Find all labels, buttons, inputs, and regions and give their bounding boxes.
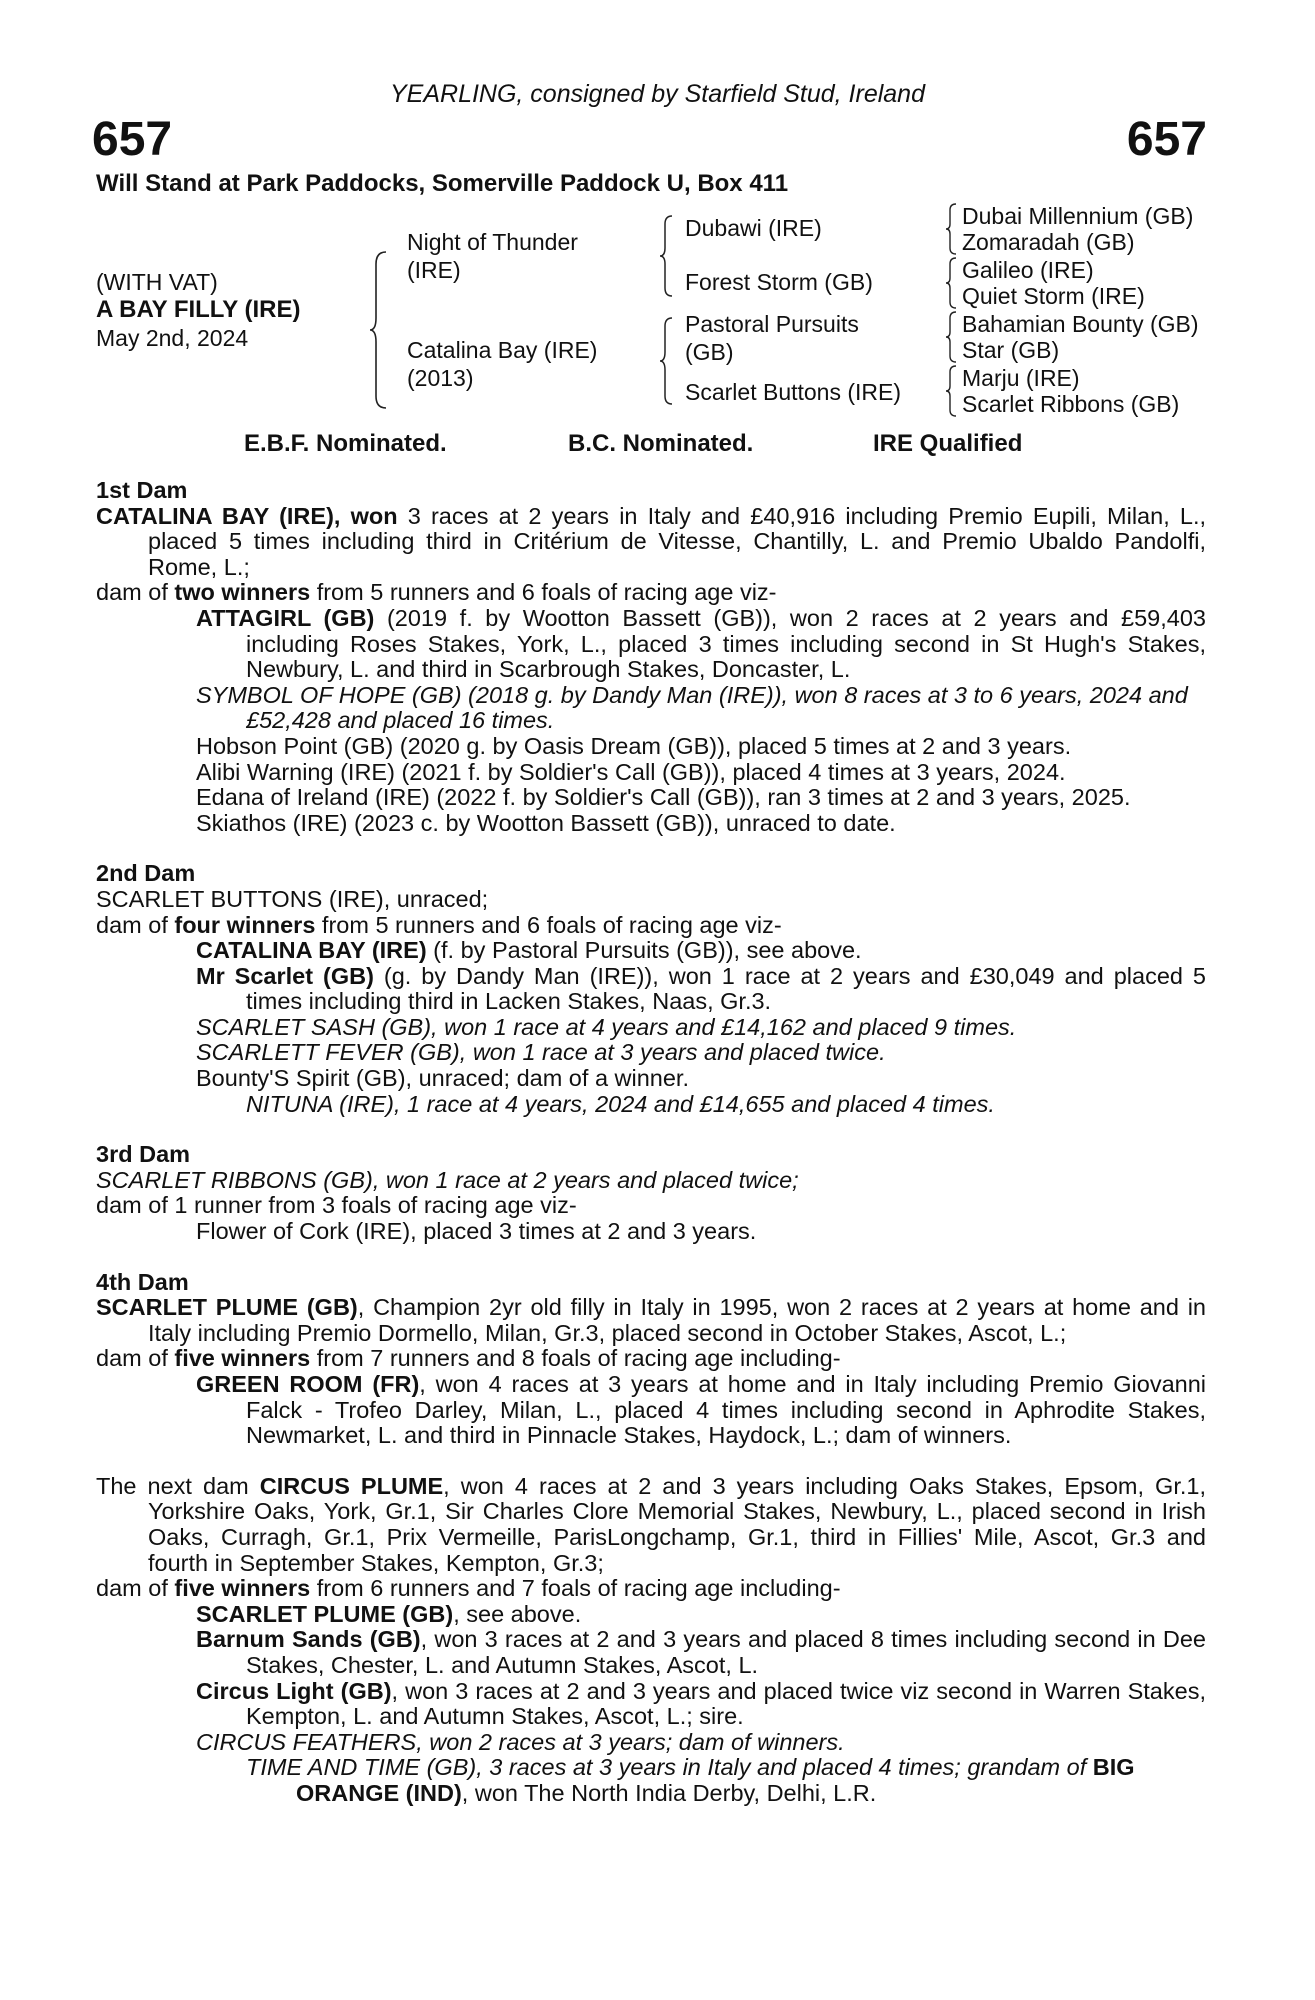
sire-dam: Forest Storm (GB) bbox=[685, 269, 873, 295]
third-dam-record: SCARLET RIBBONS (GB), won 1 race at 2 years and placed twice; bbox=[96, 1166, 799, 1193]
next-dam-grandproduce-1: TIME AND TIME (GB), 3 races at 3 years in Italy and placed 4 times; grandam of BIG ORANGE (IND), won The North India Derby, Delhi, L.R. bbox=[246, 1754, 1135, 1806]
dam-sire-country: (GB) bbox=[685, 339, 734, 365]
first-dam-produce-4: Alibi Warning (IRE) (2021 f. by Soldier's Call (GB)), placed 4 times at 3 years, 2024. bbox=[196, 758, 1066, 785]
catalogue-subtitle: YEARLING, consigned by Starfield Stud, Ireland bbox=[389, 80, 925, 108]
gen3-sss: Dubai Millennium (GB) bbox=[962, 203, 1194, 229]
gen3-sds: Galileo (IRE) bbox=[962, 257, 1094, 283]
sire-country: (IRE) bbox=[407, 257, 461, 283]
first-dam-heading: 1st Dam bbox=[96, 477, 188, 503]
dam-sire-name: Pastoral Pursuits bbox=[685, 311, 859, 337]
first-dam-record: CATALINA BAY (IRE), won 3 races at 2 years in Italy and £40,916 including Premio Eupili, Milan, L., placed 5 times including third in Critérium de Vitesse, Chantilly, L. and Premio Ubaldo Pandolfi, Rome, L.; bbox=[96, 502, 1207, 580]
second-dam-record: SCARLET BUTTONS (IRE), unraced; bbox=[96, 885, 489, 912]
next-dam-produce-2: Barnum Sands (GB), won 3 races at 2 and 3 years and placed 8 times including second in Dee Stakes, Chester, L. and Autumn Stakes, Ascot, L. bbox=[196, 1626, 1206, 1678]
dam-dam: Scarlet Buttons (IRE) bbox=[685, 379, 902, 405]
gen3-ssd: Zomaradah (GB) bbox=[962, 229, 1135, 255]
next-dam-summary: dam of five winners from 6 runners and 7 foals of racing age including- bbox=[96, 1575, 841, 1602]
gen3-dds: Marju (IRE) bbox=[962, 365, 1080, 391]
first-dam-produce-5: Edana of Ireland (IRE) (2022 f. by Soldier's Call (GB)), ran 3 times at 2 and 3 years, 2025. bbox=[196, 784, 1131, 811]
first-dam-produce-6: Skiathos (IRE) (2023 c. by Wootton Bassett (GB)), unraced to date. bbox=[196, 809, 896, 836]
sire-brace bbox=[658, 214, 674, 298]
first-dam-produce-3: Hobson Point (GB) (2020 g. by Oasis Dream (GB)), placed 5 times at 2 and 3 years. bbox=[196, 732, 1072, 759]
second-dam-produce-2: Mr Scarlet (GB) (g. by Dandy Man (IRE)), won 1 race at 2 years and £30,049 and placed 5 times including third in Lacken Stakes, Naas, Gr.3. bbox=[196, 962, 1206, 1015]
fourth-dam-record: SCARLET PLUME (GB), Champion 2yr old filly in Italy in 1995, won 2 races at 2 years at home and in Italy including Premio Dormello, Milan, Gr.3, placed second in October Stakes, Ascot, L.; bbox=[96, 1294, 1207, 1346]
sire-sire: Dubawi (IRE) bbox=[685, 215, 822, 241]
gen3-brace-4 bbox=[944, 364, 958, 418]
gen3-brace-1 bbox=[944, 202, 958, 256]
fourth-dam-produce-1: GREEN ROOM (FR), won 4 races at 3 years at home and in Italy including Premio Giovanni Falck - Trofeo Darley, Milan, L., placed 4 times including second in Aphrodite Stakes, Newmarket, L. and third in Pinnacle Stakes, Haydock, L.; dam of winners. bbox=[196, 1371, 1206, 1449]
produce-record bbox=[96, 478, 1206, 1807]
ire-qualified: IRE Qualified bbox=[873, 430, 1023, 457]
second-dam-heading: 2nd Dam bbox=[96, 860, 196, 887]
second-dam-grandproduce-1: NITUNA (IRE), 1 race at 4 years, 2024 and £14,655 and placed 4 times. bbox=[246, 1090, 995, 1117]
gen3-dss: Bahamian Bounty (GB) bbox=[962, 311, 1199, 337]
second-dam-produce-5: Bounty'S Spirit (GB), unraced; dam of a winner. bbox=[196, 1065, 689, 1092]
ebf-nomination: E.B.F. Nominated. bbox=[244, 430, 447, 457]
bc-nomination: B.C. Nominated. bbox=[568, 430, 754, 457]
lot-number-right: 657 bbox=[1126, 113, 1207, 166]
lot-name: A BAY FILLY (IRE) bbox=[96, 296, 301, 323]
first-dam-summary: dam of two winners from 5 runners and 6 foals of racing age viz- bbox=[96, 579, 777, 606]
third-dam-produce-1: Flower of Cork (IRE), placed 3 times at 2 and 3 years. bbox=[196, 1218, 757, 1245]
next-dam-record: The next dam CIRCUS PLUME, won 4 races at 2 and 3 years including Oaks Stakes, Epsom, Gr.1, Yorkshire Oaks, York, Gr.1, Sir Charles Clore Memorial Stakes, Newbury, L., placed second in Irish Oaks, Curragh, Gr.1, Prix Vermeille, ParisLongchamp, Gr.1, third in Fillies' Mile, Ascot, Gr.3 and fourth in September Stakes, Kempton, Gr.3; bbox=[96, 1472, 1206, 1576]
third-dam-heading: 3rd Dam bbox=[96, 1141, 191, 1168]
gen3-sdd: Quiet Storm (IRE) bbox=[962, 283, 1145, 309]
lot-number-left: 657 bbox=[92, 113, 173, 166]
next-dam-produce-1: SCARLET PLUME (GB), see above. bbox=[196, 1600, 582, 1627]
first-dam-produce-2: SYMBOL OF HOPE (GB) (2018 g. by Dandy Man (IRE)), won 8 races at 3 to 6 years, 2024 and £52,428 and placed 16 times. bbox=[196, 681, 1188, 734]
sire-name: Night of Thunder bbox=[407, 229, 578, 255]
second-dam-produce-4: SCARLETT FEVER (GB), won 1 race at 3 years and placed twice. bbox=[196, 1039, 886, 1066]
fourth-dam-summary: dam of five winners from 7 runners and 8 foals of racing age including- bbox=[96, 1345, 841, 1372]
gen3-ddd: Scarlet Ribbons (GB) bbox=[962, 391, 1180, 417]
dam-brace bbox=[658, 316, 674, 406]
second-dam-produce-3: SCARLET SASH (GB), won 1 race at 4 years and £14,162 and placed 9 times. bbox=[196, 1013, 1017, 1040]
second-dam-summary: dam of four winners from 5 runners and 6 foals of racing age viz- bbox=[96, 911, 782, 938]
vat-note: (WITH VAT) bbox=[96, 269, 218, 295]
gen3-brace-2 bbox=[944, 256, 958, 310]
first-dam-produce-1: ATTAGIRL (GB) (2019 f. by Wootton Bassett (GB)), won 2 races at 2 years and £59,403 including Roses Stakes, York, L., placed 3 times including second in St Hugh's Stakes, Newbury, L. and third in Scarbrough Stakes, Doncaster, L. bbox=[196, 604, 1206, 683]
next-dam-produce-3: Circus Light (GB), won 3 races at 2 and 3 years and placed twice viz second in Warren Stakes, Kempton, L. and Autumn Stakes, Ascot, L.; sire. bbox=[196, 1677, 1206, 1730]
second-dam-produce-1: CATALINA BAY (IRE) (f. by Pastoral Pursuits (GB)), see above. bbox=[196, 937, 862, 964]
third-dam-summary: dam of 1 runner from 3 foals of racing age viz- bbox=[96, 1192, 577, 1219]
fourth-dam-heading: 4th Dam bbox=[96, 1268, 189, 1295]
date-of-birth: May 2nd, 2024 bbox=[96, 325, 249, 351]
next-dam-produce-4: CIRCUS FEATHERS, won 2 races at 3 years; dam of winners. bbox=[196, 1728, 845, 1755]
pedigree-brace bbox=[368, 250, 390, 410]
gen3-brace-3 bbox=[944, 310, 958, 364]
dam-name: Catalina Bay (IRE) bbox=[407, 337, 598, 363]
stand-location: Will Stand at Park Paddocks, Somerville Paddock U, Box 411 bbox=[96, 170, 789, 197]
gen3-dsd: Star (GB) bbox=[962, 337, 1060, 363]
dam-year: (2013) bbox=[407, 365, 474, 391]
